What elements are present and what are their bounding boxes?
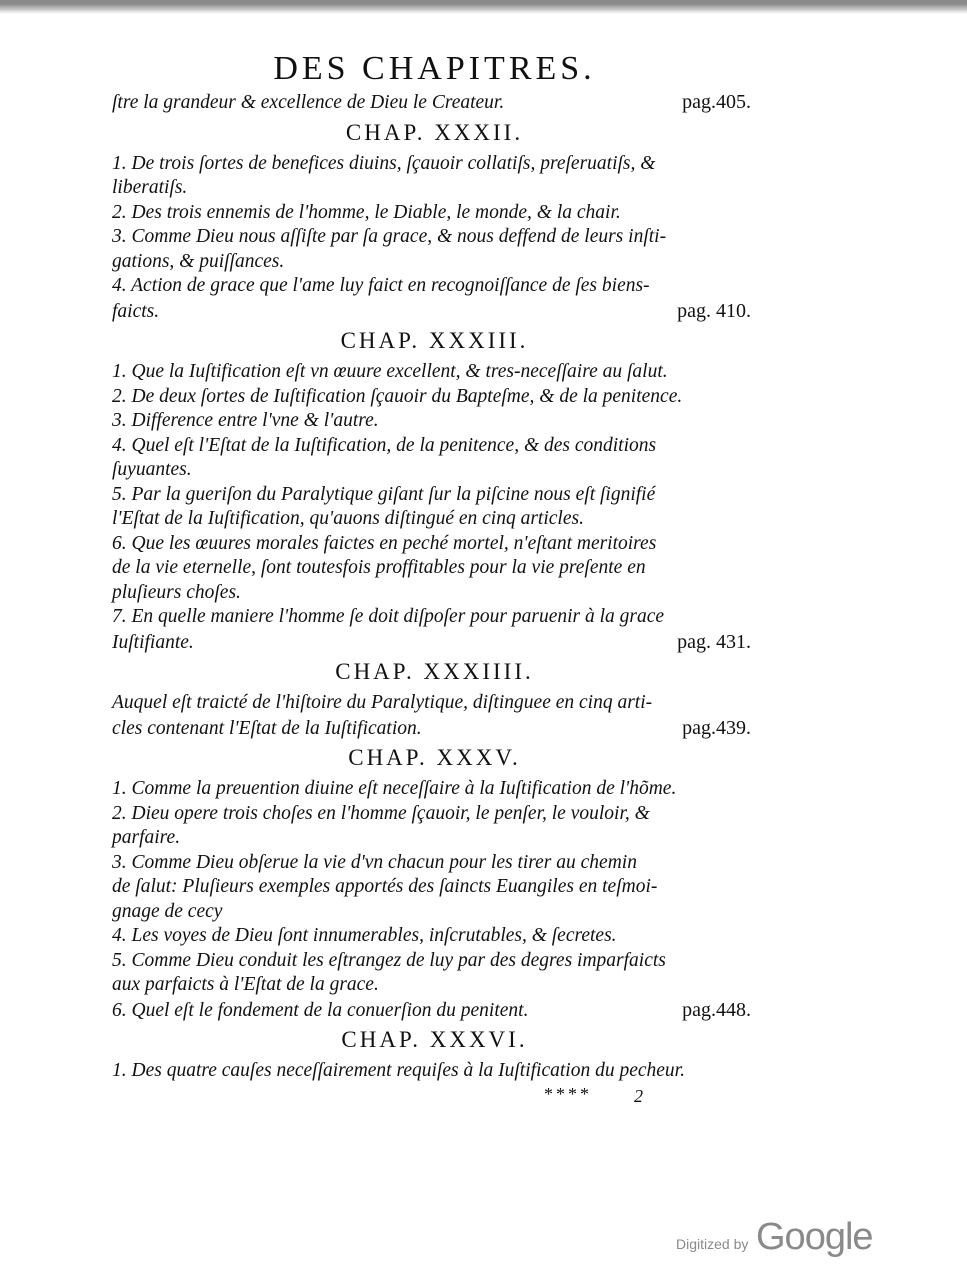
watermark-small-text: Digitized by	[676, 1236, 749, 1252]
chapter-heading: CHAP. XXXII.	[345, 119, 524, 145]
toc-line	[112, 1059, 757, 1084]
toc-line	[112, 777, 757, 802]
chapter-heading: CHAP. XXXV.	[348, 745, 521, 770]
toc-line	[112, 299, 757, 325]
toc-entry-text: parfaire.	[112, 827, 181, 848]
toc-entry-text: liberatiſs.	[112, 177, 188, 198]
google-logo: Google	[756, 1216, 873, 1258]
page-reference: pag.439.	[682, 716, 751, 739]
toc-line	[112, 532, 757, 557]
toc-entry-text: 4. Action de grace que l'ame luy faict en recognoiſſance de ſes biens-	[112, 275, 650, 296]
toc-line	[112, 201, 757, 226]
signature-mark: 2	[634, 1085, 643, 1106]
toc-entry-text: 3. Difference entre l'vne & l'autre.	[112, 410, 379, 431]
toc-line	[112, 409, 757, 434]
toc-entry-text: 2. Des trois ennemis de l'homme, le Diable, le monde, & la chair.	[112, 201, 621, 223]
toc-line	[112, 802, 757, 827]
page-reference: pag.448.	[682, 998, 751, 1021]
toc-entry-text: 4. Les voyes de Dieu ſont innumerables, inſcrutables, & ſecretes.	[112, 925, 617, 946]
toc-entry-text: ſtre la grandeur & excellence de Dieu le Createur.	[112, 92, 505, 113]
toc-entry-text: 2. De deux ſortes de Iuſtification ſçauoir du Bapteſme, & de la penitence.	[112, 385, 683, 407]
toc-line	[112, 716, 757, 742]
toc-line	[112, 152, 757, 177]
toc-line	[112, 900, 757, 925]
toc-entry-text: 2. Dieu opere trois choſes en l'homme ſçauoir, le penſer, le vouloir, &	[112, 802, 650, 824]
toc-entry-text: 3. Comme Dieu nous aſſiſte par ſa grace, & nous deffend de leurs inſti-	[112, 226, 667, 247]
toc-entry-text: 6. Que les œuures morales faictes en peché mortel, n'eſtant meritoires	[112, 532, 657, 554]
toc-line	[112, 851, 757, 876]
toc-line	[112, 581, 757, 606]
toc-entry-text: 5. Comme Dieu conduit les eſtrangez de luy par des degres imparfaicts	[112, 949, 666, 971]
toc-entry-text: Iuſtifiante.	[112, 631, 194, 653]
toc-line	[112, 826, 757, 851]
chapter-heading: CHAP. XXXVI.	[341, 1027, 528, 1052]
toc-entry-text: aux parfaicts à l'Eſtat de la grace.	[112, 974, 379, 995]
toc-entry-text: 1. De trois ſortes de benefices diuins, ſçauoir collatiſs, preſeruatiſs, &	[112, 152, 656, 174]
toc-line	[112, 458, 757, 483]
toc-entry-text: 7. En quelle maniere l'homme ſe doit diſpoſer pour paruenir à la grace	[112, 606, 665, 627]
toc-entry-text: l'Eſtat de la Iuſtification, qu'auons diſtingué en cinq articles.	[112, 508, 584, 529]
catchword: ****	[544, 1083, 592, 1104]
toc-entry-text: 1. Des quatre cauſes neceſſairement requiſes à la Iuſtification du pecheur.	[112, 1060, 685, 1081]
toc-line	[112, 924, 757, 949]
toc-entry-text: 4. Quel eſt l'Eſtat de la Iuſtification, de la penitence, & des conditions	[112, 434, 657, 456]
toc-entry-text: 1. Comme la preuention diuine eſt neceſſaire à la Iuſtification de l'hõme.	[112, 778, 677, 799]
chapter-heading: CHAP. XXXIIII.	[335, 659, 534, 684]
page-footer	[112, 1084, 757, 1108]
toc-line	[112, 225, 757, 250]
toc-line	[112, 434, 757, 459]
toc-entry-text: 3. Comme Dieu obſerue la vie d'vn chacun pour les tirer au chemin	[112, 851, 637, 873]
scan-top-edge	[0, 0, 967, 14]
toc-line	[112, 90, 757, 116]
toc-entry-text: 1. Que la Iuſtification eſt vn œuure excellent, & tres-neceſſaire au ſalut.	[112, 361, 668, 382]
chapter-heading: CHAP. XXXIII.	[340, 328, 529, 353]
toc-line	[112, 385, 757, 410]
toc-line	[112, 605, 757, 630]
toc-line	[112, 998, 757, 1024]
digitized-by-google-watermark	[676, 1216, 876, 1256]
page-reference: pag. 410.	[677, 299, 751, 322]
running-head-title: DES CHAPITRES.	[273, 50, 596, 87]
toc-line	[112, 630, 757, 656]
page-reference: pag.405.	[682, 91, 751, 113]
toc-line	[112, 274, 757, 299]
toc-entry-text: Auquel eſt traicté de l'hiſtoire du Paralytique, diſtinguee en cinq arti-	[112, 692, 653, 713]
toc-line	[112, 973, 757, 998]
document-page	[112, 50, 757, 1108]
page-reference: pag. 431.	[677, 630, 751, 653]
toc-entry-text: gnage de cecy	[112, 900, 223, 922]
toc-entry-text: ſuyuantes.	[112, 459, 192, 480]
toc-line	[112, 875, 757, 900]
toc-entry-text: de ſalut: Pluſieurs exemples apportés des ſaincts Euangiles en teſmoi-	[112, 876, 658, 897]
toc-entry-text: 5. Par la gueriſon du Paralytique giſant ſur la piſcine nous eſt ſignifié	[112, 483, 656, 505]
toc-line	[112, 360, 757, 385]
toc-entry-text: faicts.	[112, 300, 160, 322]
toc-line	[112, 691, 757, 716]
toc-entry-text: gations, & puiſſances.	[112, 250, 285, 272]
toc-entry-text: 6. Quel eſt le fondement de la conuerſion du penitent.	[112, 999, 529, 1021]
toc-line	[112, 507, 757, 532]
toc-line	[112, 250, 757, 275]
table-of-contents	[112, 90, 757, 1084]
toc-line	[112, 483, 757, 508]
toc-entry-text: pluſieurs choſes.	[112, 581, 241, 603]
toc-entry-text: de la vie eternelle, ſont toutesfois proffitables pour la vie preſente en	[112, 557, 646, 578]
toc-entry-text: cles contenant l'Eſtat de la Iuſtification.	[112, 717, 422, 739]
toc-line	[112, 556, 757, 581]
toc-line	[112, 176, 757, 201]
toc-line	[112, 949, 757, 974]
